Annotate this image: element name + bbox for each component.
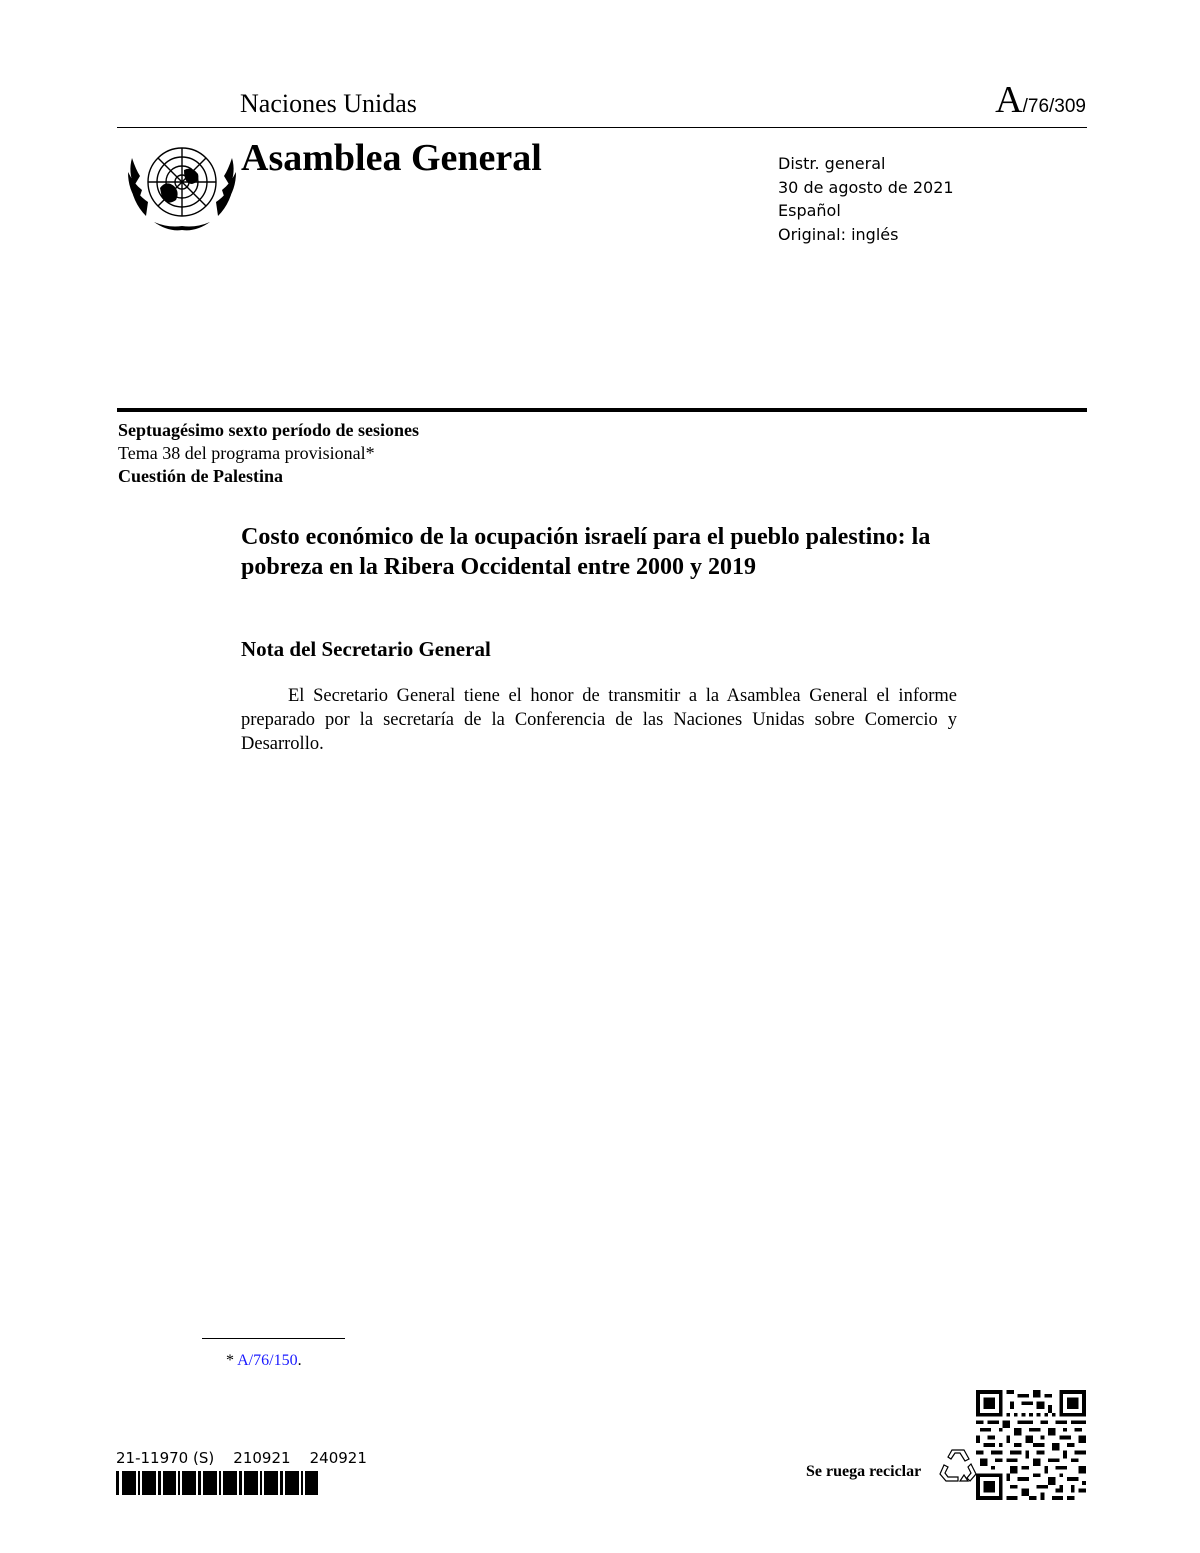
symbol-prefix: A <box>995 79 1023 121</box>
recycle-notice: Se ruega reciclar <box>806 1463 922 1480</box>
agenda-question: Cuestión de Palestina <box>118 466 284 486</box>
barcode-icon <box>116 1471 318 1495</box>
document-subtitle: Nota del Secretario General <box>241 637 491 661</box>
agenda-block <box>118 419 419 488</box>
qr-code-icon <box>976 1390 1086 1500</box>
un-emblem-icon <box>124 136 240 232</box>
header-rule <box>117 127 1087 128</box>
session-name: Septuagésimo sexto período de sesiones <box>118 420 419 440</box>
distribution-type: Distr. general <box>778 154 886 173</box>
original-language: Original: inglés <box>778 224 899 244</box>
document-symbol <box>995 80 1086 128</box>
document-language: Español <box>778 201 841 220</box>
document-title: Costo económico de la ocupación israelí para el pueblo palestino: la pobreza en la Ribera Occidental entre 2000 y 2019 <box>241 524 931 580</box>
document-date: 30 de agosto de 2021 <box>778 177 954 197</box>
footnote-rule <box>202 1338 345 1339</box>
distribution-block <box>778 152 954 246</box>
job-number: 21-11970 (S) 210921 240921 <box>116 1449 367 1467</box>
footnote <box>226 1351 302 1371</box>
recycle-icon <box>938 1444 978 1484</box>
organ-title: Asamblea General <box>241 137 542 179</box>
agenda-item: Tema 38 del programa provisional* <box>118 443 375 463</box>
footnote-suffix: . <box>297 1352 302 1369</box>
section-rule <box>117 408 1087 412</box>
organization-name: Naciones Unidas <box>240 89 417 118</box>
body-paragraph: El Secretario General tiene el honor de transmitir a la Asamblea General el informe preparado por la secretaría de la Conferencia de las Naciones Unidas sobre Comercio y Desarrollo. <box>241 686 957 754</box>
symbol-number: /76/309 <box>1022 96 1086 117</box>
footnote-link[interactable]: A/76/150 <box>237 1352 298 1369</box>
footnote-marker: * <box>226 1352 234 1369</box>
